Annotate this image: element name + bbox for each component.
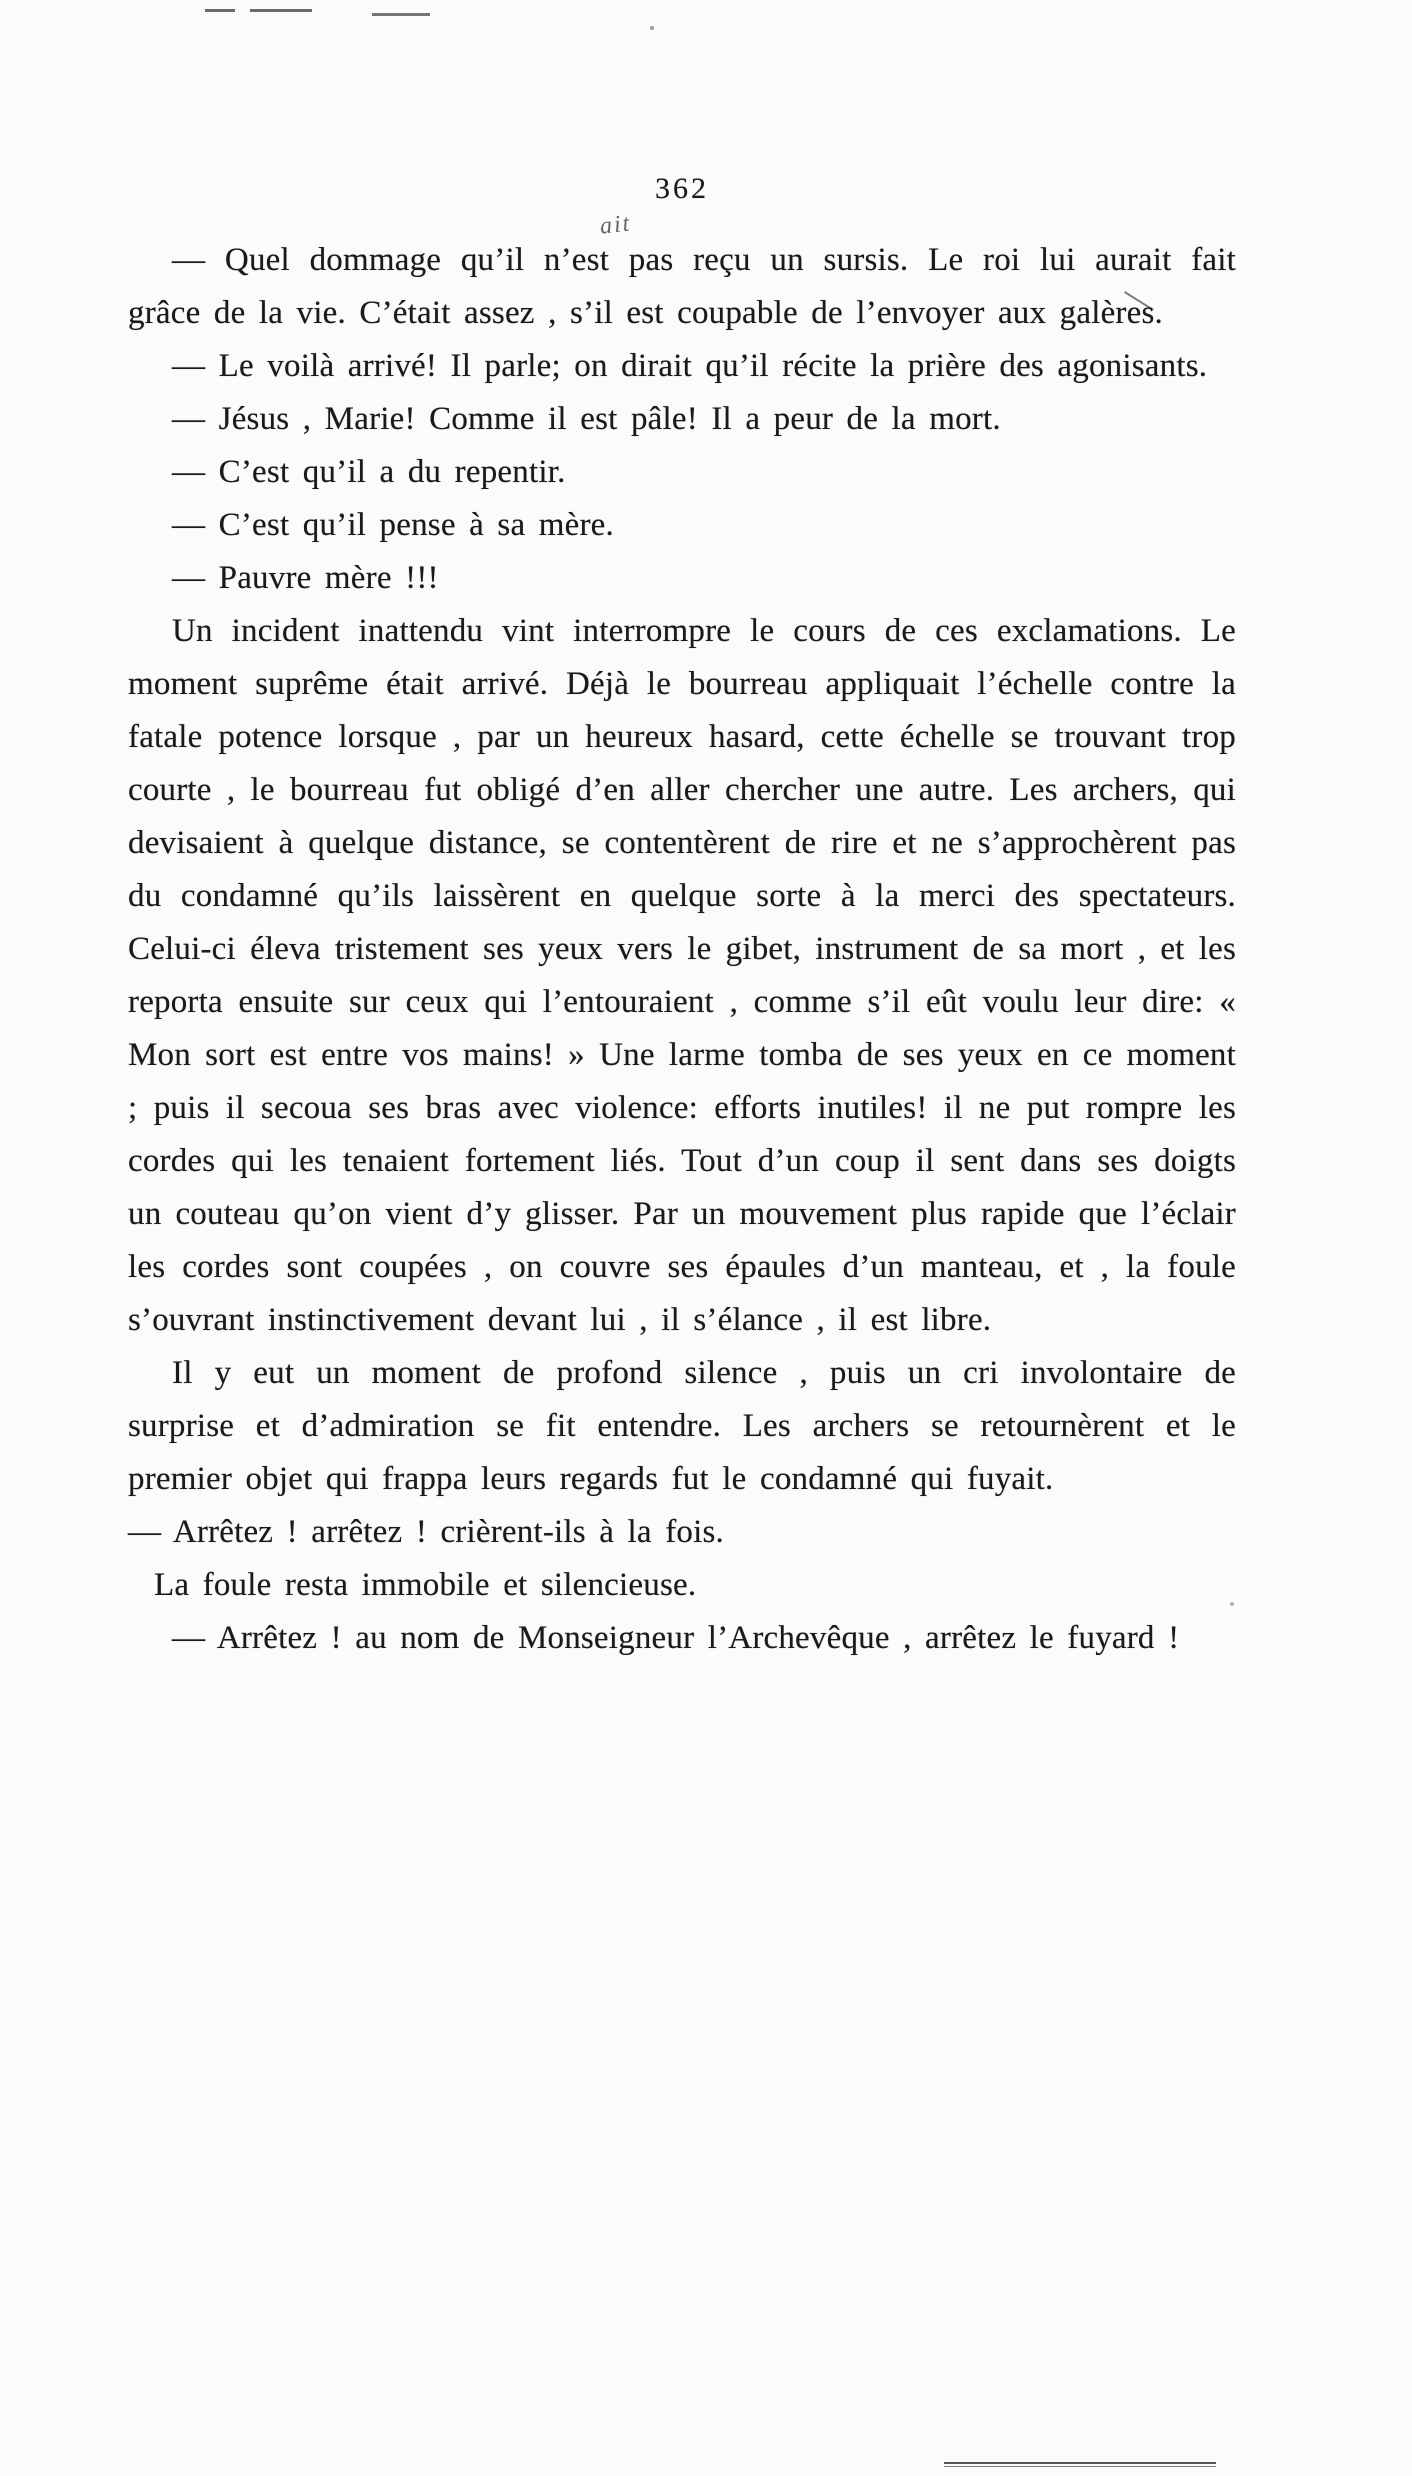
- body-text: [128, 234, 1236, 1665]
- paragraph: — Jésus , Marie! Comme il est pâle! Il a peur de la mort.: [172, 401, 1001, 437]
- paragraph: La foule resta immobile et silencieuse.: [154, 1567, 697, 1603]
- scan-artifact-dash: [372, 13, 430, 16]
- scan-artifact-dash: [205, 9, 235, 12]
- paragraph: — Arrêtez ! arrêtez ! crièrent-ils à la fois.: [128, 1514, 724, 1550]
- paragraph: — Pauvre mère !!!: [172, 560, 439, 596]
- paragraph: Un incident inattendu vint interrompre le cours de ces exclamations. Le moment suprême était arrivé. Déjà le bourreau appliquait l’échelle contre la fatale potence lorsque , par un heureux hasard, cette échelle se trouvant trop courte , le bourreau fut obligé d’en aller chercher une autre. Les archers, qui devisaient à quelque distance, se contentèrent de rire et ne s’approchèrent pas du condamné qu’ils laissèrent en quelque sorte à la merci des spectateurs. Celui-ci éleva tristement ses yeux vers le gibet, instrument de sa mort , et les reporta ensuite sur ceux qui l’entouraient , comme s’il eût voulu leur dire: « Mon sort est entre vos mains! » Une larme tomba de ses yeux en ce moment ; puis il secoua ses bras avec violence: efforts inutiles! il ne put rompre les cordes qui les tenaient fortement liés. Tout d’un coup il sent dans ses doigts un couteau qu’on vient d’y glisser. Par un mouvement plus rapide que l’éclair les cordes sont coupées , on couvre ses épaules d’un manteau, et , la foule s’ouvrant instinctivement devant lui , il s’élance , il est libre.: [128, 613, 1236, 1338]
- page-number: 362: [655, 172, 709, 205]
- handwriting-annotation: ait: [598, 210, 633, 240]
- scan-artifact-dash: [250, 9, 312, 12]
- paragraph: — Le voilà arrivé! Il parle; on dirait qu’il récite la prière des agonisants.: [172, 348, 1208, 384]
- paragraph: — Arrêtez ! au nom de Monseigneur l’Archevêque , arrêtez le fuyard !: [172, 1620, 1180, 1656]
- paragraph: — Quel dommage qu’il n’est pas reçu un sursis. Le roi lui aurait fait grâce de la vie. C’était assez , s’il est coupable de l’envoyer aux galères.: [128, 242, 1236, 331]
- paragraph: Il y eut un moment de profond silence , puis un cri involontaire de surprise et d’admiration se fit entendre. Les archers se retournèrent et le premier objet qui frappa leurs regards fut le condamné qui fuyait.: [128, 1355, 1236, 1497]
- paragraph: — C’est qu’il pense à sa mère.: [172, 507, 614, 543]
- paragraph: — C’est qu’il a du repentir.: [172, 454, 566, 490]
- scan-artifact-bottom-rule: [944, 2462, 1216, 2467]
- scan-artifact-dot: [650, 26, 654, 30]
